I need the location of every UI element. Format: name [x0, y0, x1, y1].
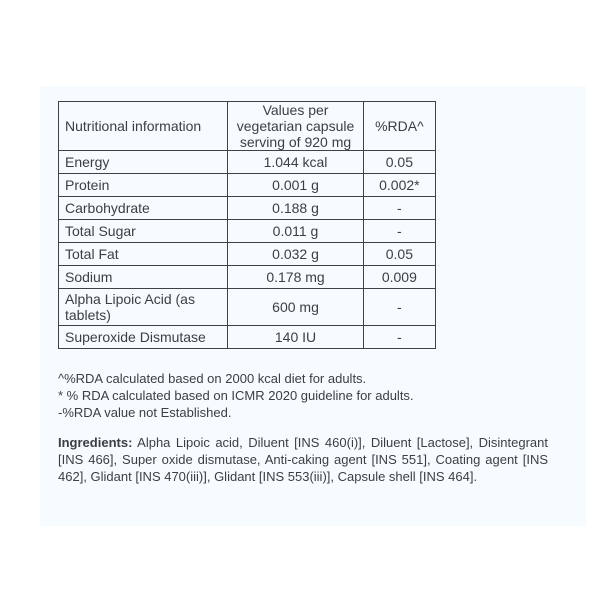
header-nutritional-information: Nutritional information — [59, 102, 228, 151]
table-row — [59, 220, 436, 243]
nutrient-rda: 0.05 — [363, 151, 435, 174]
nutrient-name: Energy — [59, 151, 228, 174]
ingredients-section — [58, 434, 548, 485]
footnotes — [58, 370, 558, 421]
nutrient-value: 0.011 g — [228, 220, 363, 243]
table-row — [59, 266, 436, 289]
header-values-per-serving: Values per vegetarian capsule serving of 920 mg — [228, 102, 363, 151]
nutrient-value: 140 IU — [228, 326, 363, 349]
table-row — [59, 243, 436, 266]
table-row — [59, 174, 436, 197]
table-row — [59, 197, 436, 220]
nutrient-rda: - — [363, 326, 435, 349]
nutrient-name: Total Sugar — [59, 220, 228, 243]
nutrient-rda: - — [363, 289, 435, 326]
table-header-row — [59, 102, 436, 151]
ingredients-label: Ingredients: — [58, 435, 133, 450]
nutrient-rda: - — [363, 197, 435, 220]
nutrient-value: 600 mg — [228, 289, 363, 326]
nutrient-rda: 0.05 — [363, 243, 435, 266]
nutrient-rda: 0.002* — [363, 174, 435, 197]
nutrient-rda: - — [363, 220, 435, 243]
table-row — [59, 326, 436, 349]
header-rda: %RDA^ — [363, 102, 435, 151]
nutrient-name: Alpha Lipoic Acid (as tablets) — [59, 289, 228, 326]
nutrient-name: Carbohydrate — [59, 197, 228, 220]
nutrient-name: Protein — [59, 174, 228, 197]
nutrient-value: 0.032 g — [228, 243, 363, 266]
nutrient-value: 0.188 g — [228, 197, 363, 220]
table-row — [59, 151, 436, 174]
nutrient-name: Total Fat — [59, 243, 228, 266]
nutrient-value: 1.044 kcal — [228, 151, 363, 174]
footnote-rda-not-established: -%RDA value not Established. — [58, 405, 232, 420]
nutrient-rda: 0.009 — [363, 266, 435, 289]
table-row — [59, 289, 436, 326]
nutrient-value: 0.178 mg — [228, 266, 363, 289]
footnote-rda-icmr: * % RDA calculated based on ICMR 2020 guideline for adults. — [58, 388, 414, 403]
nutrient-name: Superoxide Dismutase — [59, 326, 228, 349]
footnote-rda-kcal: ^%RDA calculated based on 2000 kcal diet for adults. — [58, 371, 367, 386]
ingredients-text: Alpha Lipoic acid, Diluent [INS 460(i)], Diluent [Lactose], Disintegrant [INS 466], Super oxide dismutase, Anti-caking agent [INS 551], Coating agent [INS 462], Glidant [INS 470(iii)], Glidant [INS 553(iii)], Capsule shell [INS 464]. — [58, 435, 548, 484]
nutrient-name: Sodium — [59, 266, 228, 289]
nutrient-value: 0.001 g — [228, 174, 363, 197]
nutrition-table — [58, 101, 436, 349]
